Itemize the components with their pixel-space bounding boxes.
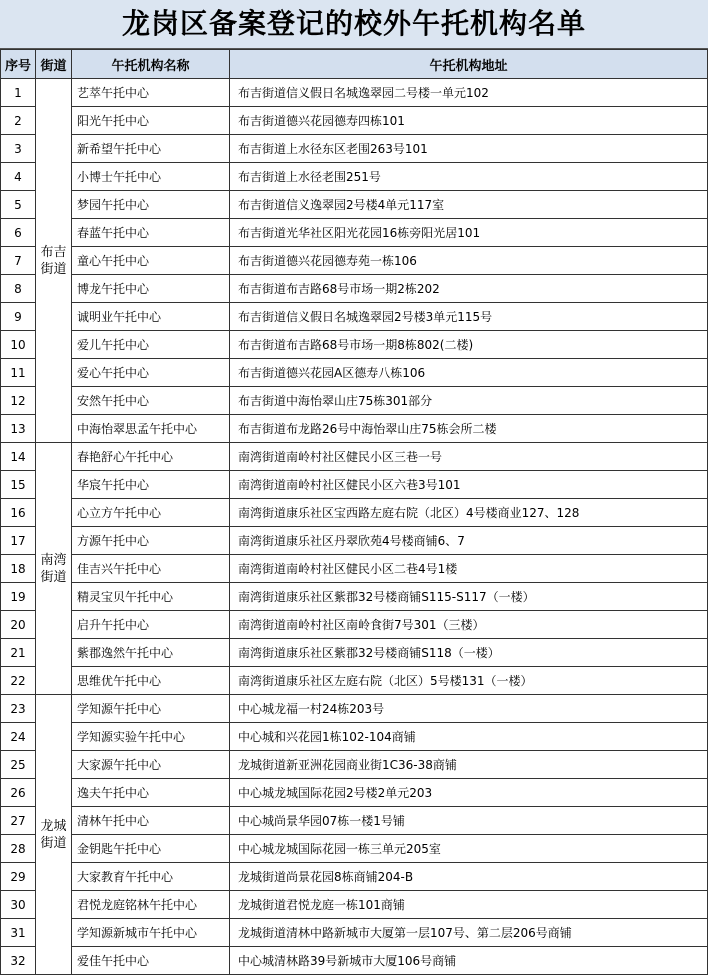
institution-address: 布吉街道光华社区阳光花园16栋旁阳光居101: [230, 219, 708, 247]
table-row: [1, 611, 708, 639]
institution-address: 南湾街道康乐社区紫郡32号楼商铺S118（一楼）: [230, 639, 708, 667]
header-address: 午托机构地址: [230, 50, 708, 79]
institution-name: 方源午托中心: [72, 527, 230, 555]
row-number: 14: [1, 443, 36, 471]
institution-address: 南湾街道南岭村社区南岭食街7号301（三楼）: [230, 611, 708, 639]
row-number: 18: [1, 555, 36, 583]
header-row: [1, 50, 708, 79]
institution-address: 南湾街道康乐社区紫郡32号楼商铺S115-S117（一楼）: [230, 583, 708, 611]
institution-name: 金钥匙午托中心: [72, 835, 230, 863]
institution-name: 学知源午托中心: [72, 695, 230, 723]
table-row: [1, 275, 708, 303]
institution-address: 中心城龙城国际花园一栋三单元205室: [230, 835, 708, 863]
institution-name: 逸夫午托中心: [72, 779, 230, 807]
institution-name: 华宸午托中心: [72, 471, 230, 499]
institution-address: 中心城龙福一村24栋203号: [230, 695, 708, 723]
institution-name: 艺萃午托中心: [72, 79, 230, 107]
row-number: 17: [1, 527, 36, 555]
institution-address: 布吉街道布吉路68号市场一期2栋202: [230, 275, 708, 303]
row-number: 10: [1, 331, 36, 359]
institution-name: 博龙午托中心: [72, 275, 230, 303]
row-number: 12: [1, 387, 36, 415]
street-name-line1: 南湾: [40, 552, 67, 568]
institution-address: 龙城街道新亚洲花园商业街1C36-38商铺: [230, 751, 708, 779]
row-number: 27: [1, 807, 36, 835]
row-number: 30: [1, 891, 36, 919]
institution-address: 中心城清林路39号新城市大厦106号商铺: [230, 947, 708, 975]
table-row: [1, 107, 708, 135]
table-row: [1, 79, 708, 107]
row-number: 2: [1, 107, 36, 135]
institution-address: 布吉街道上水径老围251号: [230, 163, 708, 191]
street-name-line1: 龙城: [40, 818, 67, 834]
row-number: 20: [1, 611, 36, 639]
row-number: 4: [1, 163, 36, 191]
table-row: [1, 807, 708, 835]
row-number: 23: [1, 695, 36, 723]
institution-address: 南湾街道康乐社区左庭右院（北区）5号楼131（一楼）: [230, 667, 708, 695]
table-row: [1, 835, 708, 863]
institution-name: 安然午托中心: [72, 387, 230, 415]
table-row: [1, 359, 708, 387]
institution-name: 爱佳午托中心: [72, 947, 230, 975]
institution-address: 布吉街道德兴花园A区德寿八栋106: [230, 359, 708, 387]
table-row: [1, 947, 708, 975]
institution-name: 学知源实验午托中心: [72, 723, 230, 751]
institution-name: 爱心午托中心: [72, 359, 230, 387]
street-name-line2: 街道: [40, 261, 67, 277]
institution-name: 清林午托中心: [72, 807, 230, 835]
institution-name: 小博士午托中心: [72, 163, 230, 191]
institution-name: 童心午托中心: [72, 247, 230, 275]
institution-address: 龙城街道尚景花园8栋商铺204-B: [230, 863, 708, 891]
table-row: [1, 135, 708, 163]
table-row: [1, 471, 708, 499]
institution-address: 南湾街道南岭村社区健民小区六巷3号101: [230, 471, 708, 499]
institution-name: 学知源新城市午托中心: [72, 919, 230, 947]
row-number: 8: [1, 275, 36, 303]
institution-address: 布吉街道德兴花园德寿四栋101: [230, 107, 708, 135]
row-number: 13: [1, 415, 36, 443]
row-number: 5: [1, 191, 36, 219]
table-row: [1, 639, 708, 667]
row-number: 31: [1, 919, 36, 947]
table-row: [1, 667, 708, 695]
institution-name: 春艳舒心午托中心: [72, 443, 230, 471]
institution-address: 布吉街道信义假日名城逸翠园2号楼3单元115号: [230, 303, 708, 331]
table-row: [1, 219, 708, 247]
row-number: 6: [1, 219, 36, 247]
row-number: 24: [1, 723, 36, 751]
table-row: [1, 555, 708, 583]
table-row: [1, 583, 708, 611]
table-row: [1, 443, 708, 471]
table-row: [1, 387, 708, 415]
institution-address: 南湾街道南岭村社区健民小区二巷4号1楼: [230, 555, 708, 583]
row-number: 7: [1, 247, 36, 275]
header-name: 午托机构名称: [72, 50, 230, 79]
institution-name: 心立方午托中心: [72, 499, 230, 527]
header-street: 街道: [36, 50, 72, 79]
institution-address: 中心城尚景华园07栋一楼1号铺: [230, 807, 708, 835]
row-number: 28: [1, 835, 36, 863]
institution-name: 新希望午托中心: [72, 135, 230, 163]
table-row: [1, 303, 708, 331]
street-name-line1: 布吉: [40, 244, 67, 260]
header-no: 序号: [1, 50, 36, 79]
row-number: 32: [1, 947, 36, 975]
table-row: [1, 163, 708, 191]
table-row: [1, 863, 708, 891]
institution-name: 梦园午托中心: [72, 191, 230, 219]
institution-address: 布吉街道布龙路26号中海怡翠山庄75栋会所二楼: [230, 415, 708, 443]
row-number: 22: [1, 667, 36, 695]
institution-name: 爱儿午托中心: [72, 331, 230, 359]
table-row: [1, 415, 708, 443]
table-row: [1, 919, 708, 947]
institution-address: 中心城龙城国际花园2号楼2单元203: [230, 779, 708, 807]
row-number: 21: [1, 639, 36, 667]
institution-name: 精灵宝贝午托中心: [72, 583, 230, 611]
table-row: [1, 695, 708, 723]
row-number: 9: [1, 303, 36, 331]
row-number: 29: [1, 863, 36, 891]
row-number: 16: [1, 499, 36, 527]
table-row: [1, 527, 708, 555]
table-row: [1, 499, 708, 527]
table-row: [1, 191, 708, 219]
institution-name: 思维优午托中心: [72, 667, 230, 695]
table-row: [1, 891, 708, 919]
institution-name: 紫郡逸然午托中心: [72, 639, 230, 667]
institution-name: 佳吉兴午托中心: [72, 555, 230, 583]
institution-name: 春蓝午托中心: [72, 219, 230, 247]
page-title: 龙岗区备案登记的校外午托机构名单: [0, 0, 708, 49]
institution-address: 中心城和兴花园1栋102-104商铺: [230, 723, 708, 751]
street-cell: [36, 79, 72, 443]
table-row: [1, 247, 708, 275]
institution-address: 龙城街道清林中路新城市大厦第一层107号、第二层206号商铺: [230, 919, 708, 947]
row-number: 26: [1, 779, 36, 807]
institution-address: 南湾街道康乐社区丹翠欣苑4号楼商铺6、7: [230, 527, 708, 555]
row-number: 19: [1, 583, 36, 611]
institution-name: 大家源午托中心: [72, 751, 230, 779]
table-row: [1, 331, 708, 359]
institution-address: 布吉街道中海怡翠山庄75栋301部分: [230, 387, 708, 415]
row-number: 3: [1, 135, 36, 163]
institution-name: 启升午托中心: [72, 611, 230, 639]
institution-address: 布吉街道上水径东区老围263号101: [230, 135, 708, 163]
row-number: 25: [1, 751, 36, 779]
table-row: [1, 723, 708, 751]
institution-address: 布吉街道布吉路68号市场一期8栋802(二楼): [230, 331, 708, 359]
registry-table: [0, 49, 708, 975]
street-cell: [36, 443, 72, 695]
row-number: 1: [1, 79, 36, 107]
institution-name: 阳光午托中心: [72, 107, 230, 135]
institution-name: 诚明业午托中心: [72, 303, 230, 331]
institution-address: 布吉街道德兴花园德寿苑一栋106: [230, 247, 708, 275]
institution-name: 大家教育午托中心: [72, 863, 230, 891]
table-body: [1, 79, 708, 975]
row-number: 15: [1, 471, 36, 499]
institution-name: 中海怡翠思孟午托中心: [72, 415, 230, 443]
institution-address: 龙城街道君悦龙庭一栋101商铺: [230, 891, 708, 919]
street-name-line2: 街道: [40, 835, 67, 851]
institution-address: 南湾街道康乐社区宝西路左庭右院（北区）4号楼商业127、128: [230, 499, 708, 527]
row-number: 11: [1, 359, 36, 387]
street-cell: [36, 695, 72, 975]
institution-name: 君悦龙庭铭林午托中心: [72, 891, 230, 919]
institution-address: 南湾街道南岭村社区健民小区三巷一号: [230, 443, 708, 471]
table-row: [1, 779, 708, 807]
table-row: [1, 751, 708, 779]
street-name-line2: 街道: [40, 569, 67, 585]
institution-address: 布吉街道信义假日名城逸翠园二号楼一单元102: [230, 79, 708, 107]
institution-address: 布吉街道信义逸翠园2号楼4单元117室: [230, 191, 708, 219]
